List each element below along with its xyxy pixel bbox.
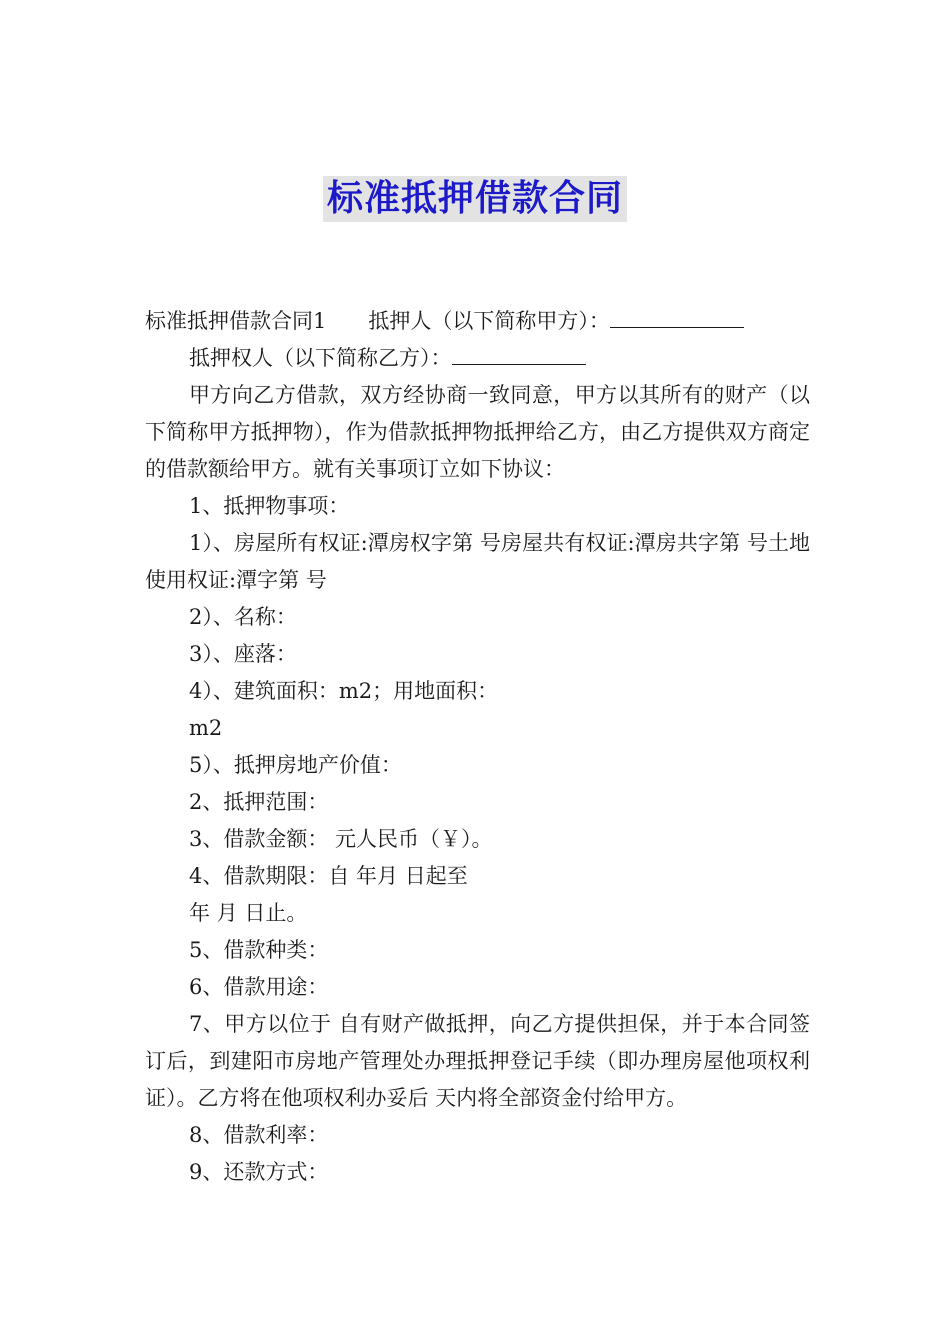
clause-4-end: 年 月 日止。 (189, 901, 308, 925)
clause-3: 3、借款金额： 元人民币（￥）。 (189, 827, 493, 851)
clause-1: 1、抵押物事项： (189, 494, 350, 518)
clause-1-1: 1）、房屋所有权证:潭房权字第 号房屋共有权证:潭房共字第 号土地使用权证:潭字第 号 (145, 531, 810, 592)
clause-1-5: 5）、抵押房地产价值： (189, 753, 402, 777)
clause-6: 6、借款用途： (189, 975, 329, 999)
party-a-label: 抵押人（以下简称甲方）： (368, 309, 610, 333)
clause-5: 5、借款种类： (189, 938, 329, 962)
party-a-blank (610, 305, 744, 328)
party-a-line (145, 303, 810, 340)
clause-9: 9、还款方式： (189, 1160, 329, 1184)
clause-2: 2、抵押范围： (189, 790, 329, 814)
contract-body (145, 303, 810, 1191)
contract-heading-inline: 标准抵押借款合同1 (145, 309, 327, 333)
party-b-blank (452, 342, 586, 365)
clause-1-2: 2）、名称： (189, 605, 297, 629)
clause-8: 8、借款利率： (189, 1123, 329, 1147)
clause-1-3: 3）、座落： (189, 642, 297, 666)
clause-1-4-unit: m2 (189, 716, 223, 740)
clause-4: 4、借款期限：自 年月 日起至 (189, 864, 468, 888)
document-title: 标准抵押借款合同 (323, 176, 627, 222)
title-container (0, 176, 950, 222)
preamble-paragraph: 甲方向乙方借款，双方经协商一致同意，甲方以其所有的财产（以下简称甲方抵押物），作为借款抵押物抵押给乙方，由乙方提供双方商定的借款额给甲方。就有关事项订立如下协议： (145, 383, 810, 481)
party-b-line (145, 340, 810, 377)
party-b-label: 抵押权人（以下简称乙方）： (189, 346, 452, 370)
clause-1-4: 4）、建筑面积：m2；用地面积： (189, 679, 499, 703)
clause-7: 7、甲方以位于 自有财产做抵押，向乙方提供担保，并于本合同签订后，到建阳市房地产管理处办理抵押登记手续（即办理房屋他项权利证）。乙方将在他项权利办妥后 天内将全部资金付给甲方。 (145, 1012, 810, 1110)
